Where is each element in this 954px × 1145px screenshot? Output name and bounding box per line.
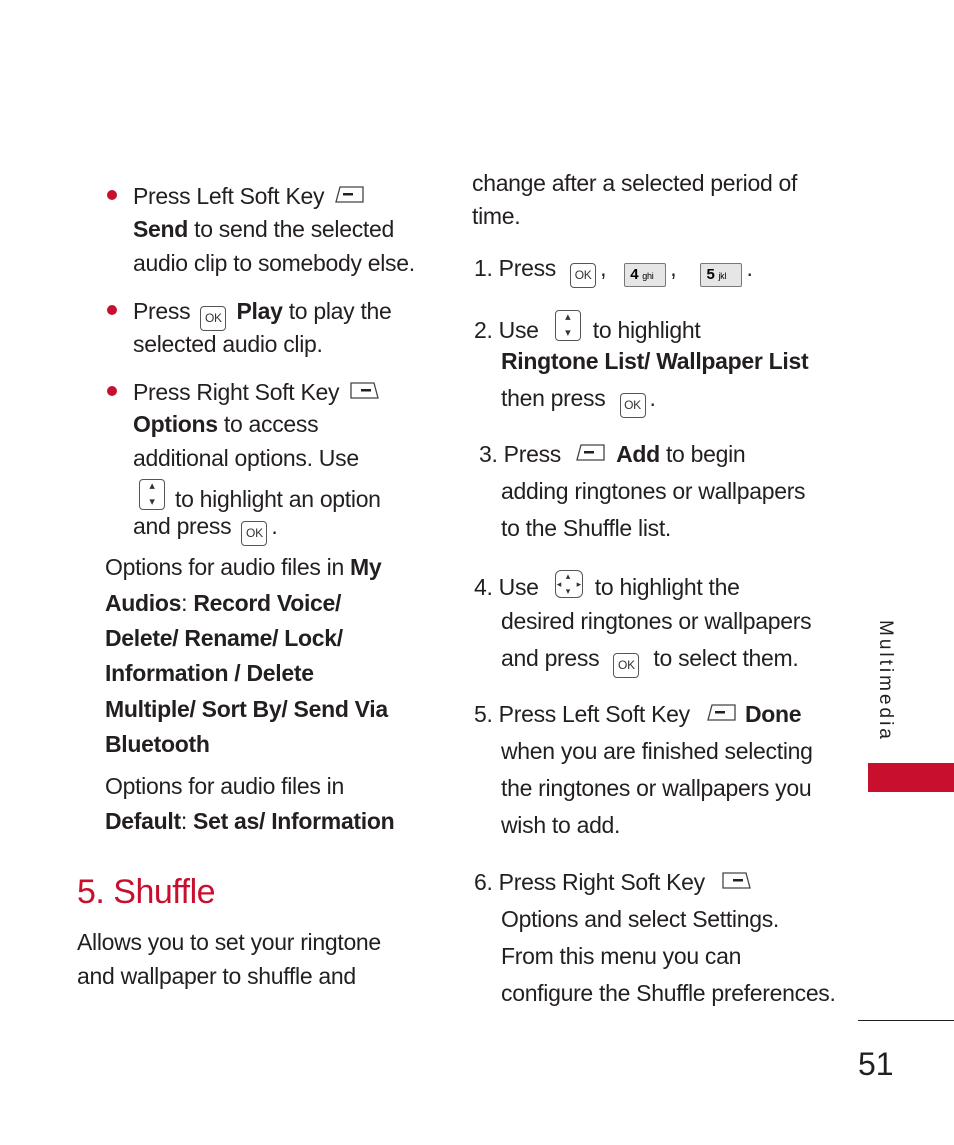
section-tab-label: Multimedia [875, 620, 896, 742]
text-line: Bluetooth [105, 731, 210, 757]
nav-up-down-icon [139, 479, 165, 510]
ok-key-icon: OK [200, 306, 226, 331]
right-soft-key-icon [721, 870, 752, 890]
text-line: Ringtone List/ Wallpaper List [501, 348, 809, 374]
text-line: additional options. Use [133, 445, 359, 471]
text-line: 2. Use ▴ ▾ to highlight [474, 310, 700, 344]
text-line: Default: Set as/ Information [105, 808, 395, 834]
section-heading: 5. Shuffle [77, 873, 216, 911]
ok-key-icon: OK [620, 393, 646, 418]
bullet [107, 190, 117, 200]
right-soft-key-icon [349, 380, 380, 400]
text-line: the ringtones or wallpapers you [501, 775, 812, 801]
text-line: when you are finished selecting [501, 738, 813, 764]
text-line: Press Right Soft Key [133, 378, 384, 406]
footer-rule [858, 1020, 954, 1021]
text-line: Options to access [133, 411, 319, 437]
left-soft-key-icon [575, 442, 606, 462]
nav-4-way-icon: ▴ ▾ ◂ ▸ [556, 571, 581, 596]
text-line: adding ringtones or wallpapers [501, 478, 806, 504]
ok-key-icon: OK [613, 653, 639, 678]
text-line: time. [472, 203, 521, 229]
bullet [107, 386, 117, 396]
text-line: Multiple/ Sort By/ Send Via [105, 696, 388, 722]
text-line: ▴ ▾to highlight an option [133, 479, 381, 513]
text-line: Options and select Settings. [501, 906, 779, 932]
text-line: Delete/ Rename/ Lock/ [105, 625, 343, 651]
text-line: 6. Press Right Soft Key [474, 868, 756, 896]
text-line: 1. Press OK , 4 ghi , 5 jkl . [474, 254, 753, 288]
text-line: configure the Shuffle preferences. [501, 980, 836, 1006]
text-line: selected audio clip. [133, 331, 323, 357]
ok-key-icon: OK [570, 263, 596, 288]
text-line: 3. Press Add to begin [479, 441, 746, 467]
key-5-icon: 5 jkl [700, 263, 742, 287]
text-line: wish to add. [501, 812, 621, 838]
text-line: desired ringtones or wallpapers [501, 608, 812, 634]
text-line: From this menu you can [501, 943, 742, 969]
left-soft-key-icon [334, 184, 365, 204]
ok-key-icon: OK [241, 521, 267, 546]
page-number: 51 [858, 1046, 894, 1082]
text-line: and press OK . [133, 512, 278, 546]
text-line: Audios: Record Voice/ [105, 590, 342, 616]
text-line: Press Left Soft Key [133, 182, 369, 210]
text-line: 4. Use ▴ ▾ ◂ ▸ to highlight the [474, 571, 740, 600]
left-soft-key-icon [706, 702, 737, 722]
text-line: Information / Delete [105, 660, 314, 686]
text-line: Send to send the selected [133, 216, 394, 242]
text-line: then press OK . [501, 384, 656, 418]
text-line: to the Shuffle list. [501, 515, 672, 541]
text-line: Allows you to set your ringtone [77, 929, 381, 955]
section-tab-marker [868, 763, 954, 792]
text-line: 5. Press Left Soft Key Done [474, 701, 802, 727]
text-line: and wallpaper to shuffle and [77, 963, 356, 989]
key-4-icon: 4 ghi [624, 263, 666, 287]
text-line: Options for audio files in [105, 773, 344, 799]
text-line: change after a selected period of [472, 170, 798, 196]
nav-up-down-icon [555, 310, 581, 341]
text-line: and press OK to select them. [501, 644, 798, 678]
text-line: Press OK Play to play the [133, 297, 392, 331]
text-line: audio clip to somebody else. [133, 250, 415, 276]
bullet [107, 305, 117, 315]
text-line: Options for audio files in My [105, 554, 382, 580]
